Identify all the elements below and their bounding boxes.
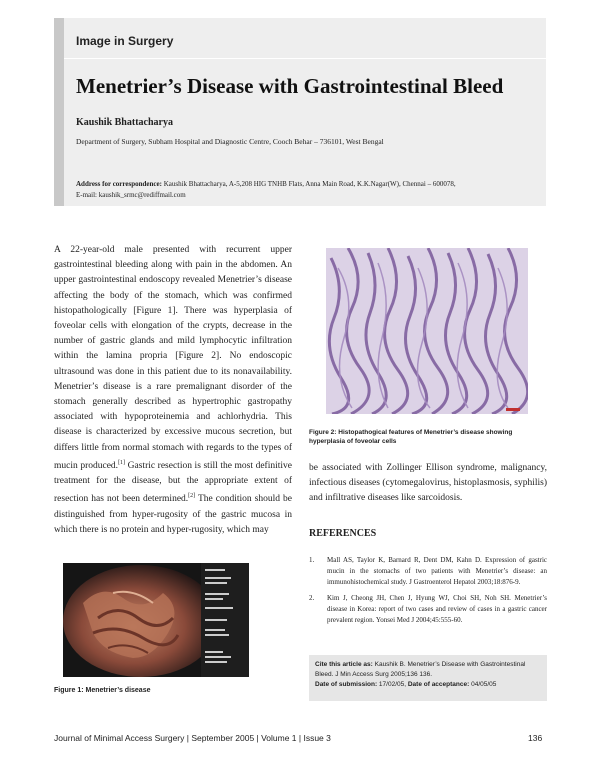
references-heading: REFERENCES	[309, 528, 377, 539]
header-accent-bar	[54, 18, 64, 206]
author-affiliation: Department of Surgery, Subham Hospital and Diagnostic Centre, Cooch Behar – 736101, West Bengal	[76, 137, 384, 146]
figure-1-caption: Figure 1: Menetrier’s disease	[54, 687, 151, 694]
reference-text: Mall AS, Taylor K, Barnard R, Dent DM, Kahn D. Expression of gastric mucin in the stomachs of two patients with Menetrier’s disease: an immunohistochemical study. J Gastroenterol Hepatol 2003;18:876-9.	[327, 556, 547, 586]
submission-label: Date of submission:	[315, 681, 378, 688]
reference-number: 2.	[309, 594, 315, 602]
body-text-part-3: The condition should be distinguished from hyper-rugosity of the gastric mucosa in which there is no protein and hyper-rugosity, which may	[54, 494, 292, 535]
correspondence-text: Kaushik Bhattacharya, A-5,208 HIG TNHB Flats, Anna Main Road, K.K.Nagar(W), Chennai – 600078,	[163, 180, 456, 188]
correspondence-address	[76, 179, 476, 200]
acceptance-date: 04/05/05	[469, 681, 497, 688]
figure-2-histopathology-image	[326, 248, 528, 414]
body-text-part-1: A 22-year-old male presented with recurrent upper gastrointestinal bleeding along with pain in the abdomen. An upper gastrointestinal endoscopy revealed Menetrier’s disease affecting the body of the stomach, which was confirmed histopathologically [Figure 1]. There was hyperplasia of foveolar cells with elongation of the crypts, decrease in the number of gastric glands and mild lymphocytic infiltration within the lamina propria [Figure 2]. No endoscopic ultrasound was done in this patient due to its nonavailability. Menetrier’s disease is a rare premalignant disorder of the stomach generally described as hypertrophic gastropathy associated with hypoproteinemia and achlorhydria. This disease is characterized by excessive mucous secretion, but differs little from normal stomach with regards to the types of mucin produced.	[54, 245, 292, 471]
reference-text: Kim J, Cheong JH, Chen J, Hyung WJ, Choi SH, Noh SH. Menetrier’s disease in Korea: report of two cases and review of cases in a gastric cancer prevalent region. Yonsei Med J 2004;45:555-60.	[327, 594, 547, 624]
body-text-part-2: Gastric resection is still the most definitive treatment for the disease, but the appropriate extent of resection has not been determined.	[54, 461, 292, 505]
body-paragraph	[54, 243, 292, 538]
journal-footer: Journal of Minimal Access Surgery | September 2005 | Volume 1 | Issue 3	[54, 733, 331, 743]
body-paragraph-continuation: be associated with Zollinger Ellison syndrome, malignancy, infectious diseases (cytomegalovirus, histoplasmosis, syphilis) and infiltrative diseases like sarcoidosis.	[309, 463, 548, 504]
header-divider	[64, 58, 546, 59]
citation-1[interactable]: [1]	[118, 459, 126, 466]
author-name: Kaushik Bhattacharya	[76, 117, 173, 128]
acceptance-label: Date of acceptance:	[407, 681, 470, 688]
article-title: Menetrier’s Disease with Gastrointestinal Bleed	[76, 74, 504, 98]
citation-2[interactable]: [2]	[188, 493, 196, 500]
references-list	[309, 555, 547, 631]
cite-label: Cite this article as:	[315, 661, 373, 668]
reference-item	[309, 593, 547, 626]
section-label: Image in Surgery	[76, 34, 174, 48]
correspondence-email[interactable]: E-mail: kaushik_srmc@rediffmail.com	[76, 190, 186, 199]
page-number: 136	[528, 733, 543, 743]
figure-1-endoscopy-image	[63, 563, 249, 677]
reference-number: 1.	[309, 556, 315, 564]
figure-2-caption: Figure 2: Histopathogical features of Menetrier’s disease showing hyperplasia of foveolar cells	[309, 429, 513, 445]
submission-date: 17/02/05,	[377, 681, 408, 688]
correspondence-label: Address for correspondence:	[76, 180, 162, 188]
citation-box	[309, 655, 547, 701]
reference-item	[309, 555, 547, 588]
cite-text: Kaushik B. Menetrier’s Disease with Gastrointestinal Bleed. J Min Access Surg 2005;136 136.	[315, 661, 526, 678]
